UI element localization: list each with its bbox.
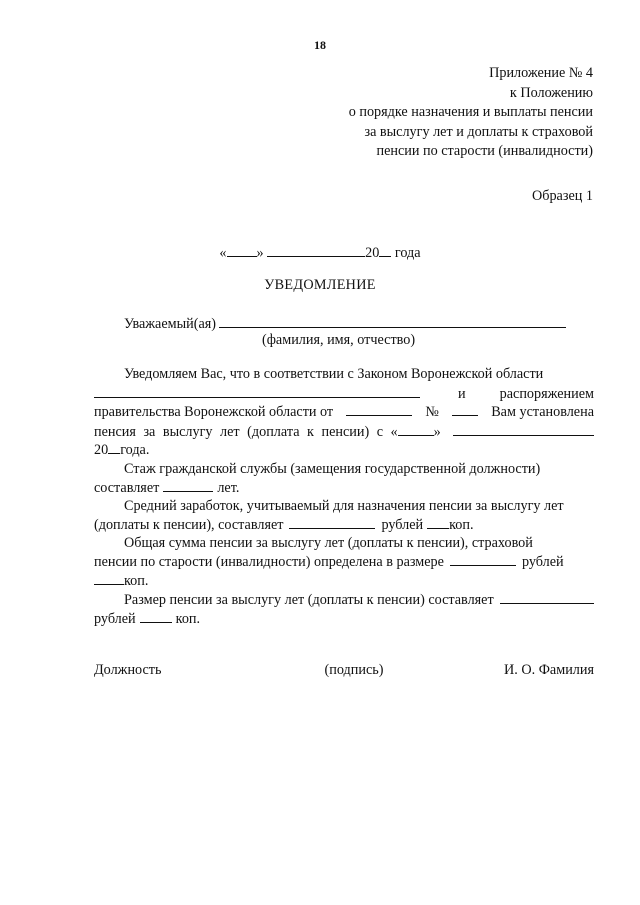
- p1-govt-text: правительства Воронежской области от: [94, 404, 334, 421]
- p3-rub-text: рублей: [381, 516, 424, 533]
- p5-size-text: Размер пенсии за выслугу лет (доплаты к пенсии) составляет: [124, 592, 494, 609]
- notice-body: [94, 365, 594, 628]
- order-number-blank: [452, 403, 478, 416]
- day-blank: [227, 244, 257, 257]
- start-day-blank: [398, 423, 434, 436]
- p4-line-3: [94, 572, 594, 591]
- p1-and: и: [458, 385, 466, 402]
- recipient-name-blank: [219, 314, 566, 328]
- p5-rub-text: рублей: [94, 610, 136, 627]
- p2-amount-text: составляет: [94, 479, 160, 496]
- p3-kop-text: коп.: [449, 516, 474, 533]
- appendix-line-1: Приложение № 4: [489, 65, 593, 81]
- p3-line-2: [94, 516, 594, 535]
- avg-salary-rub-blank: [289, 516, 375, 529]
- order-date-blank: [346, 403, 412, 416]
- year-suffix: года: [391, 245, 421, 261]
- p3-amount-text: (доплаты к пенсии), составляет: [94, 516, 284, 533]
- p1-pension-text: пенсия за выслугу лет (доплата к пенсии) с «: [94, 423, 398, 440]
- p4-defined-text: пенсии по старости (инвалидности) определена в размере: [94, 553, 444, 570]
- p4-line-2: [94, 553, 594, 572]
- p1-line-3: [94, 403, 594, 422]
- date-line: [0, 244, 640, 262]
- p1-quote-close: »: [433, 423, 441, 440]
- appendix-line-5: пенсии по старости (инвалидности): [376, 143, 593, 159]
- total-kop-blank: [94, 572, 124, 585]
- p2-line-1: Стаж гражданской службы (замещения государственной должности): [124, 460, 541, 477]
- service-years-blank: [163, 479, 213, 492]
- year-blank: [379, 244, 391, 257]
- greeting-label: Уважаемый(ая): [124, 316, 217, 332]
- document-title: УВЕДОМЛЕНИЕ: [264, 277, 376, 293]
- p1-established-text: Вам установлена: [491, 404, 594, 421]
- appendix-line-3: о порядке назначения и выплаты пенсии: [348, 104, 593, 120]
- total-rub-blank: [450, 553, 516, 566]
- date-quote-close: »: [256, 245, 264, 261]
- signature-block: [94, 662, 594, 679]
- p5-line-2: [94, 610, 594, 629]
- p1-year-suffix: года.: [120, 442, 150, 459]
- appendix-line-2: к Положению: [509, 84, 593, 101]
- signature-placeholder: (подпись): [324, 662, 384, 678]
- p4-kop-text: коп.: [124, 572, 149, 589]
- p1-order-word: распоряжением: [499, 385, 594, 402]
- p1-line-4: [94, 422, 594, 442]
- p5-kop-text: коп.: [175, 610, 201, 627]
- signatory-position: Должность: [94, 662, 162, 678]
- p2-years-text: лет.: [217, 479, 240, 496]
- start-month-blank: [453, 422, 594, 436]
- month-blank: [267, 244, 365, 257]
- sample-label: Образец 1: [532, 188, 593, 204]
- p5-line-1: [94, 590, 594, 610]
- p4-rub-text: рублей: [521, 553, 564, 570]
- start-year-blank: [108, 441, 120, 454]
- pension-rub-blank: [500, 590, 594, 604]
- date-quote-open: «: [219, 245, 227, 261]
- p1-line-1: Уведомляем Вас, что в соответствии с Законом Воронежской области: [124, 366, 544, 382]
- pension-kop-blank: [140, 610, 172, 623]
- p1-year-prefix: 20: [94, 442, 109, 459]
- signatory-name: И. О. Фамилия: [504, 662, 594, 678]
- appendix-line-4: за выслугу лет и доплаты к страховой: [364, 123, 593, 140]
- avg-salary-kop-blank: [427, 516, 449, 529]
- appendix-header: [273, 64, 593, 162]
- p1-line-5: [94, 441, 594, 460]
- p1-line-2: [94, 384, 594, 404]
- law-blank: [94, 384, 420, 398]
- p4-line-1: Общая сумма пенсии за выслугу лет (доплаты к пенсии), страховой: [124, 535, 533, 552]
- greeting-line: [124, 314, 566, 333]
- p3-line-1: Средний заработок, учитываемый для назначения пенсии за выслугу лет: [124, 498, 564, 515]
- page-number: 18: [314, 38, 326, 52]
- p1-number-sign: №: [425, 404, 439, 421]
- recipient-name-hint: (фамилия, имя, отчество): [262, 332, 416, 348]
- p2-line-2: [94, 479, 594, 498]
- year-prefix: 20: [365, 245, 380, 261]
